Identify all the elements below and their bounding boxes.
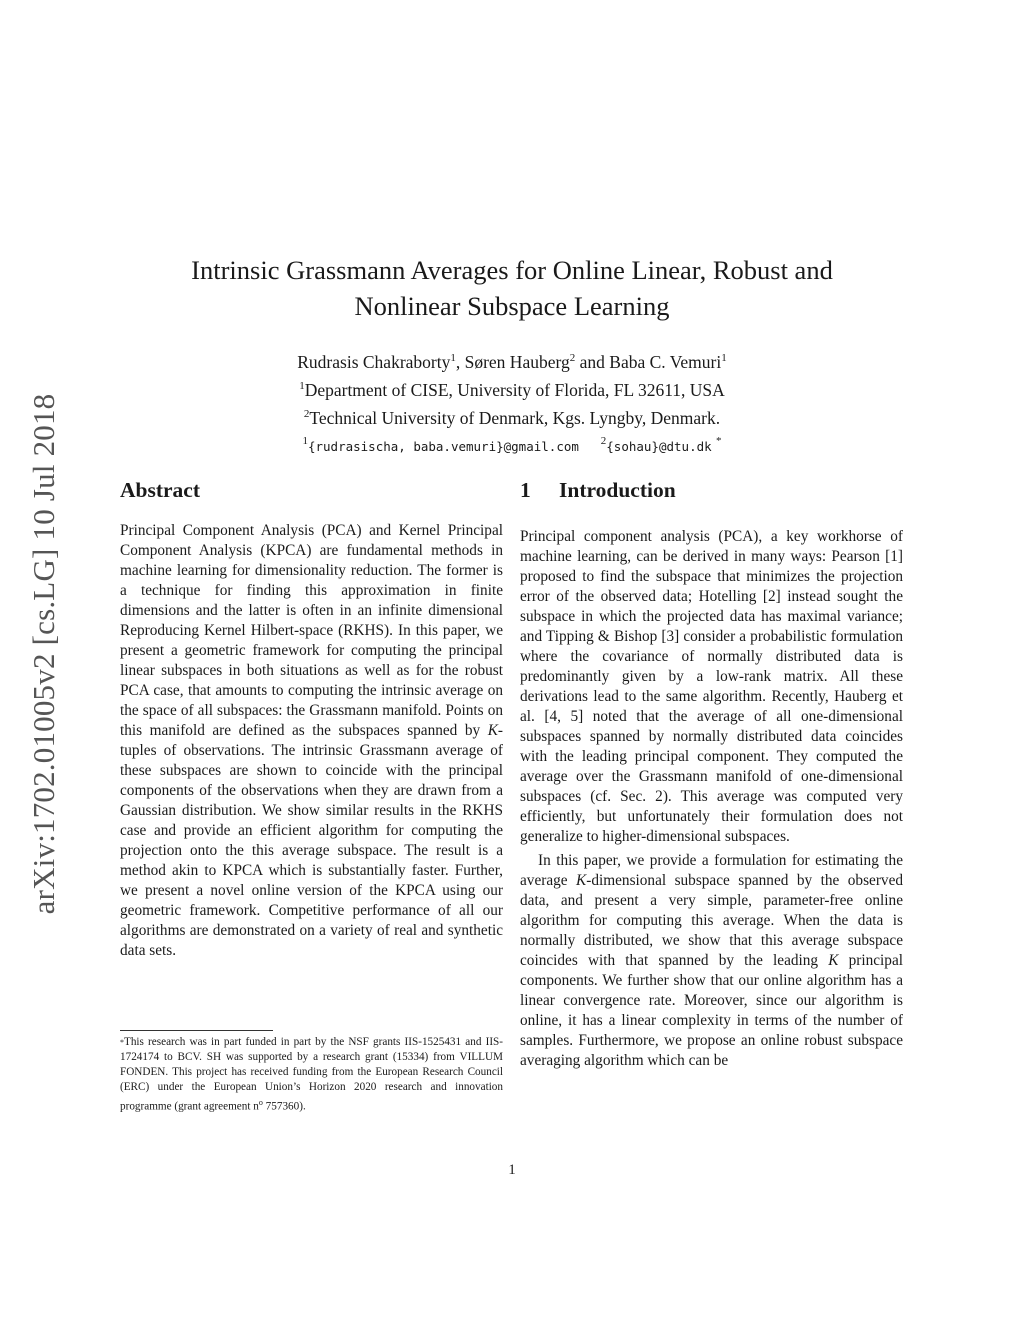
section-number: 1	[520, 478, 531, 502]
introduction-body	[520, 527, 903, 1071]
page-number: 1	[508, 1162, 516, 1178]
affiliation-1: $^1$Department of CISE, University of Florida, FL 32611, USA	[299, 379, 725, 400]
author-1: Rudrasis Chakraborty	[297, 351, 451, 372]
introduction-heading	[520, 478, 676, 503]
intro-paragraph-1: Principal component analysis (PCA), a key workhorse of machine learning, can be derived in many ways: Pearson [1] proposed to find the subspace that minimizes the projection error of the observed data; Hotelling [2] instead sought the subspace in which the projected data has maximal variance; and Tipping & Bishop [3] consider a probabilistic formulation where the covariance of normally distributed data is predominantly given by a low-rank matrix. All these derivations lead to the same algorithm. Recently, Hauberg et al. [4, 5] noted that the average of all one-dimensional subspaces spanned by normally distributed data coincides with the leading principal component. They computed the average over the Grassmann manifold of one-dimensional subspaces (cf. Sec. 2). This average was computed very efficiently, but unfortunately their formulation does not generalize to higher-dimensional subspaces.	[520, 528, 903, 845]
funding-footnote: *This research was in part funded in part by the NSF grants IIS-1525431 and IIS-1724174 to BCV. SH was supported by a research grant (15334) from VILLUM FONDEN. This project has received funding from the European Research Council (ERC) under the European Union’s Horizon 2020 research and innovation programme (grant agreement $n^o$ 757360).	[120, 1036, 503, 1113]
section-title: Introduction	[559, 478, 676, 502]
intro-paragraph-2: In this paper, we provide a formulation for estimating the average K-dimensional subspace spanned by the observed data, and present a very simple, parameter-free online algorithm for computing this average. When the data is normally distributed, we show that this average subspace coincides with that spanned by the leading K principal components. We further show that our online algorithm has a linear convergence rate. Moreover, since our algorithm is online, it has a linear complexity in terms of the number of samples. Furthermore, we propose an online robust subspace averaging algorithm which can be	[520, 852, 904, 1069]
affiliation-2: $^2$Technical University of Denmark, Kgs. Lyngby, Denmark.	[303, 407, 721, 428]
author-emails: $^1${rudrasischa, baba.vemuri}@gmail.com $^2${sohau}@dtu.dk *	[302, 435, 722, 455]
author-3: Baba C. Vemuri	[609, 351, 722, 372]
abstract-paragraph: Principal Component Analysis (PCA) and Kernel Principal Component Analysis (KPCA) are fundamental methods in machine learning for dimensionality reduction. The former is a technique for finding this approximation in finite dimensions and the latter is often in an infinite dimensional Reproducing Kernel Hilbert-space (RKHS). In this paper, we present a geometric framework for computing the principal linear subspaces in both situations as well as for the robust PCA case, that amounts to computing the intrinsic average on the space of all subspaces: the Grassmann manifold. Points on this manifold are defined as the subspaces spanned by K-tuples of observations. The intrinsic Grassmann average of these subspaces are shown to coincide with the principal components of the observations when they are drawn from a Gaussian distribution. We show similar results in the RKHS case and provide an efficient algorithm for computing the projection onto the this average subspace. The result is a method akin to KPCA which is substantially faster. Further, we present a novel online version of the KPCA using our geometric framework. Competitive performance of all our algorithms are demonstrated on a variety of real and synthetic data sets.	[120, 522, 503, 959]
arxiv-sidebar	[0, 0, 90, 1325]
title-line-1: Intrinsic Grassmann Averages for Online Linear, Robust and	[191, 255, 833, 285]
footnote-marker: *	[716, 435, 722, 448]
paper-title	[0, 252, 1024, 324]
arxiv-identifier: arXiv:1702.01005v2 [cs.LG] 10 Jul 2018	[26, 393, 61, 915]
email-2: {sohau}@dtu.dk	[606, 439, 712, 455]
author-block	[0, 346, 1024, 459]
footnote-divider	[120, 1030, 273, 1031]
author-2: Søren Hauberg	[464, 351, 570, 372]
abstract-heading: Abstract	[120, 478, 201, 502]
title-line-2: Nonlinear Subspace Learning	[354, 291, 670, 321]
author-names: Rudrasis Chakraborty$^1$, Søren Hauberg$^2$ and Baba C. Vemuri$^1$	[297, 351, 727, 372]
email-1: {rudrasischa, baba.vemuri}@gmail.com	[307, 439, 579, 455]
abstract-body	[120, 521, 503, 961]
